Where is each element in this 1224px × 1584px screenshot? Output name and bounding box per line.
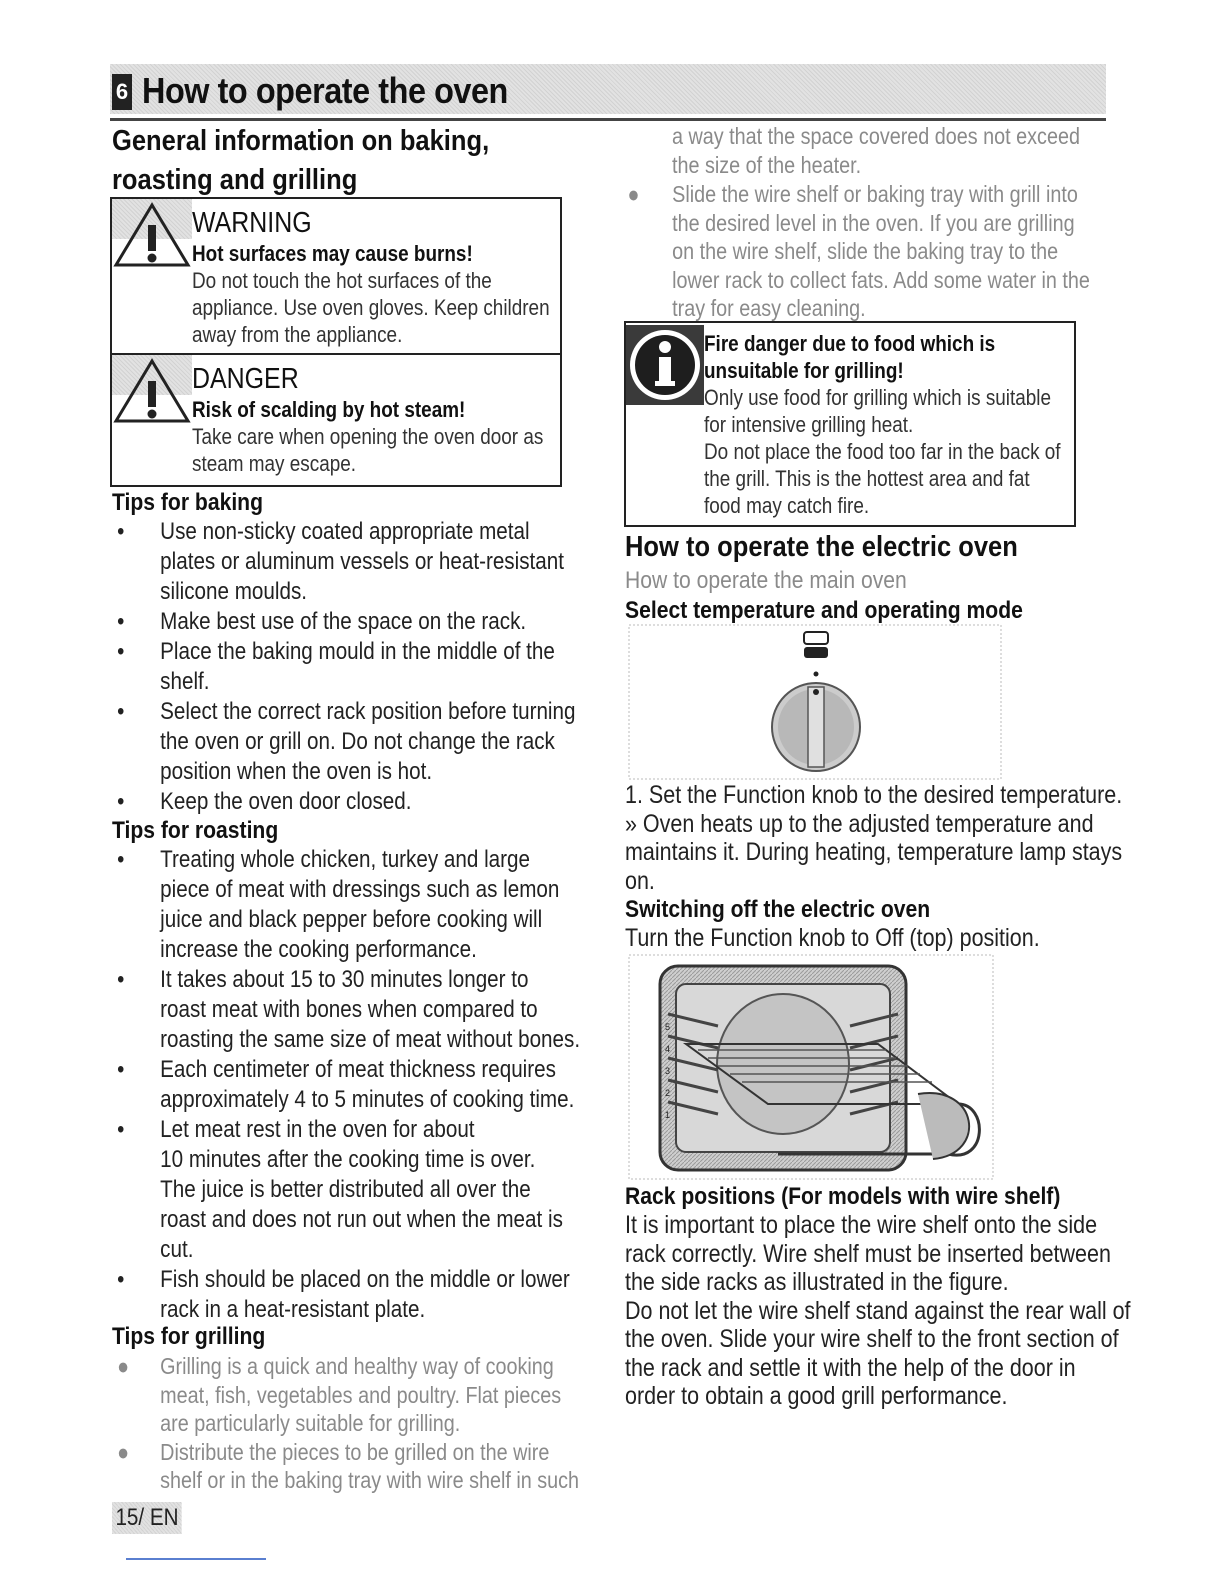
- list-item: • Fish should be placed on the middle or lower rack in a heat-resistant plate.: [117, 1266, 570, 1323]
- oven-rack-figure: [628, 954, 994, 1180]
- section-title: How to operate the oven: [142, 70, 508, 111]
- warning-box: [110, 197, 562, 357]
- step1-text: 1. Set the Function knob to the desired temperature. » Oven heats up to the adjusted temperature and maintains it. During heating, temperature lamp stays on.: [625, 781, 1123, 895]
- info-icon: [626, 325, 704, 405]
- list-item: • It takes about 15 to 30 minutes longer to roast meat with bones when compared to roasting the same size of meat without bones.: [117, 966, 581, 1053]
- warning-title: WARNING: [192, 207, 312, 239]
- tips-roasting-heading: Tips for roasting: [112, 817, 279, 844]
- rack-number-label: 4: [665, 1044, 671, 1054]
- warning-subtitle: Hot surfaces may cause burns!: [192, 241, 473, 266]
- function-knob-figure: [628, 624, 1002, 780]
- tips-baking-list: [112, 517, 616, 817]
- list-item: ● Grilling is a quick and healthy way of cooking meat, fish, vegetables and poultry. Flat pieces are particularly suitable for grilling.: [117, 1353, 562, 1436]
- list-item: • Let meat rest in the oven for about 10 minutes after the cooking time is over. The juice is better distributed all over the roast and does not run out when the meat is cut.: [117, 1116, 563, 1263]
- danger-triangle-icon: [112, 355, 192, 429]
- switching-off-text: Turn the Function knob to Off (top) position.: [625, 924, 1040, 952]
- section-number-badge: 6: [112, 74, 132, 110]
- footer-link-line: [126, 1558, 266, 1560]
- select-temperature-heading: Select temperature and operating mode: [625, 597, 1023, 624]
- list-item: • Use non-sticky coated appropriate metal plates or aluminum vessels or heat-resistant silicone moulds.: [117, 518, 564, 605]
- warning-triangle-icon: [112, 199, 192, 273]
- tips-roasting-list: [112, 845, 616, 1325]
- grilling-item-3: ● Slide the wire shelf or baking tray with grill into the desired level in the oven. If you are grilling on the wire shelf, slide the baking tray to the lower rack to collect fats. Add some water in the tray for easy cleaning.: [627, 181, 1090, 321]
- warning-body: Do not touch the hot surfaces of the appliance. Use oven gloves. Keep children away from the appliance.: [192, 268, 550, 347]
- rack-number-label: 5: [665, 1022, 671, 1032]
- main-oven-heading: How to operate the main oven: [625, 567, 907, 594]
- tips-grilling-heading: Tips for grilling: [112, 1323, 266, 1350]
- list-item: • Each centimeter of meat thickness requires approximately 4 to 5 minutes of cooking time.: [117, 1056, 575, 1113]
- list-item: • Select the correct rack position before turning the oven or grill on. Do not change the rack position when the oven is hot.: [117, 698, 576, 785]
- electric-oven-heading: How to operate the electric oven: [625, 531, 1018, 563]
- general-info-heading: General information on baking, roasting and grilling: [112, 125, 490, 196]
- danger-subtitle: Risk of scalding by hot steam!: [192, 397, 466, 422]
- list-item: • Treating whole chicken, turkey and large piece of meat with dressings such as lemon juice and black pepper before cooking will increase the cooking performance.: [117, 846, 560, 963]
- danger-box: [110, 353, 562, 487]
- page-number: 15/ EN: [112, 1502, 182, 1534]
- info-body: Only use food for grilling which is suitable for intensive grilling heat. Do not place the food too far in the back of the grill. This is the hottest area and fat food may catch fire.: [704, 385, 1061, 518]
- list-item: • Make best use of the space on the rack.: [117, 608, 527, 635]
- lamp-on-icon: [804, 647, 828, 658]
- list-item: ● Distribute the pieces to be grilled on the wire shelf or in the baking tray with wire shelf in such: [117, 1438, 580, 1493]
- rack-number-label: 3: [665, 1066, 671, 1076]
- rack-positions-heading: Rack positions (For models with wire shelf): [625, 1183, 1061, 1210]
- rack-number-label: 2: [665, 1088, 671, 1098]
- rack-positions-text: It is important to place the wire shelf onto the side rack correctly. Wire shelf must be inserted between the side racks as illustrated in the figure. Do not let the wire shelf stand against the rear wall of the oven. Slide your wire shelf to the front section of the rack and settle it with the help of the door in order to obtain a good grill performance.: [625, 1211, 1131, 1410]
- list-item: • Keep the oven door closed.: [117, 788, 412, 815]
- list-item: • Place the baking mould in the middle of the shelf.: [117, 638, 555, 695]
- lamp-off-icon: [804, 632, 828, 644]
- rack-number-label: 1: [665, 1110, 671, 1120]
- tips-grilling-list: [112, 1352, 616, 1495]
- switching-off-heading: Switching off the electric oven: [625, 896, 931, 923]
- section-divider: [110, 118, 1106, 121]
- grilling-continued-text: a way that the space covered does not exceed the size of the heater.: [672, 123, 1080, 178]
- info-title: Fire danger due to food which is unsuitable for grilling!: [704, 331, 996, 383]
- tips-baking-heading: Tips for baking: [112, 489, 263, 516]
- danger-body: Take care when opening the oven door as steam may escape.: [192, 424, 544, 476]
- danger-title: DANGER: [192, 363, 299, 395]
